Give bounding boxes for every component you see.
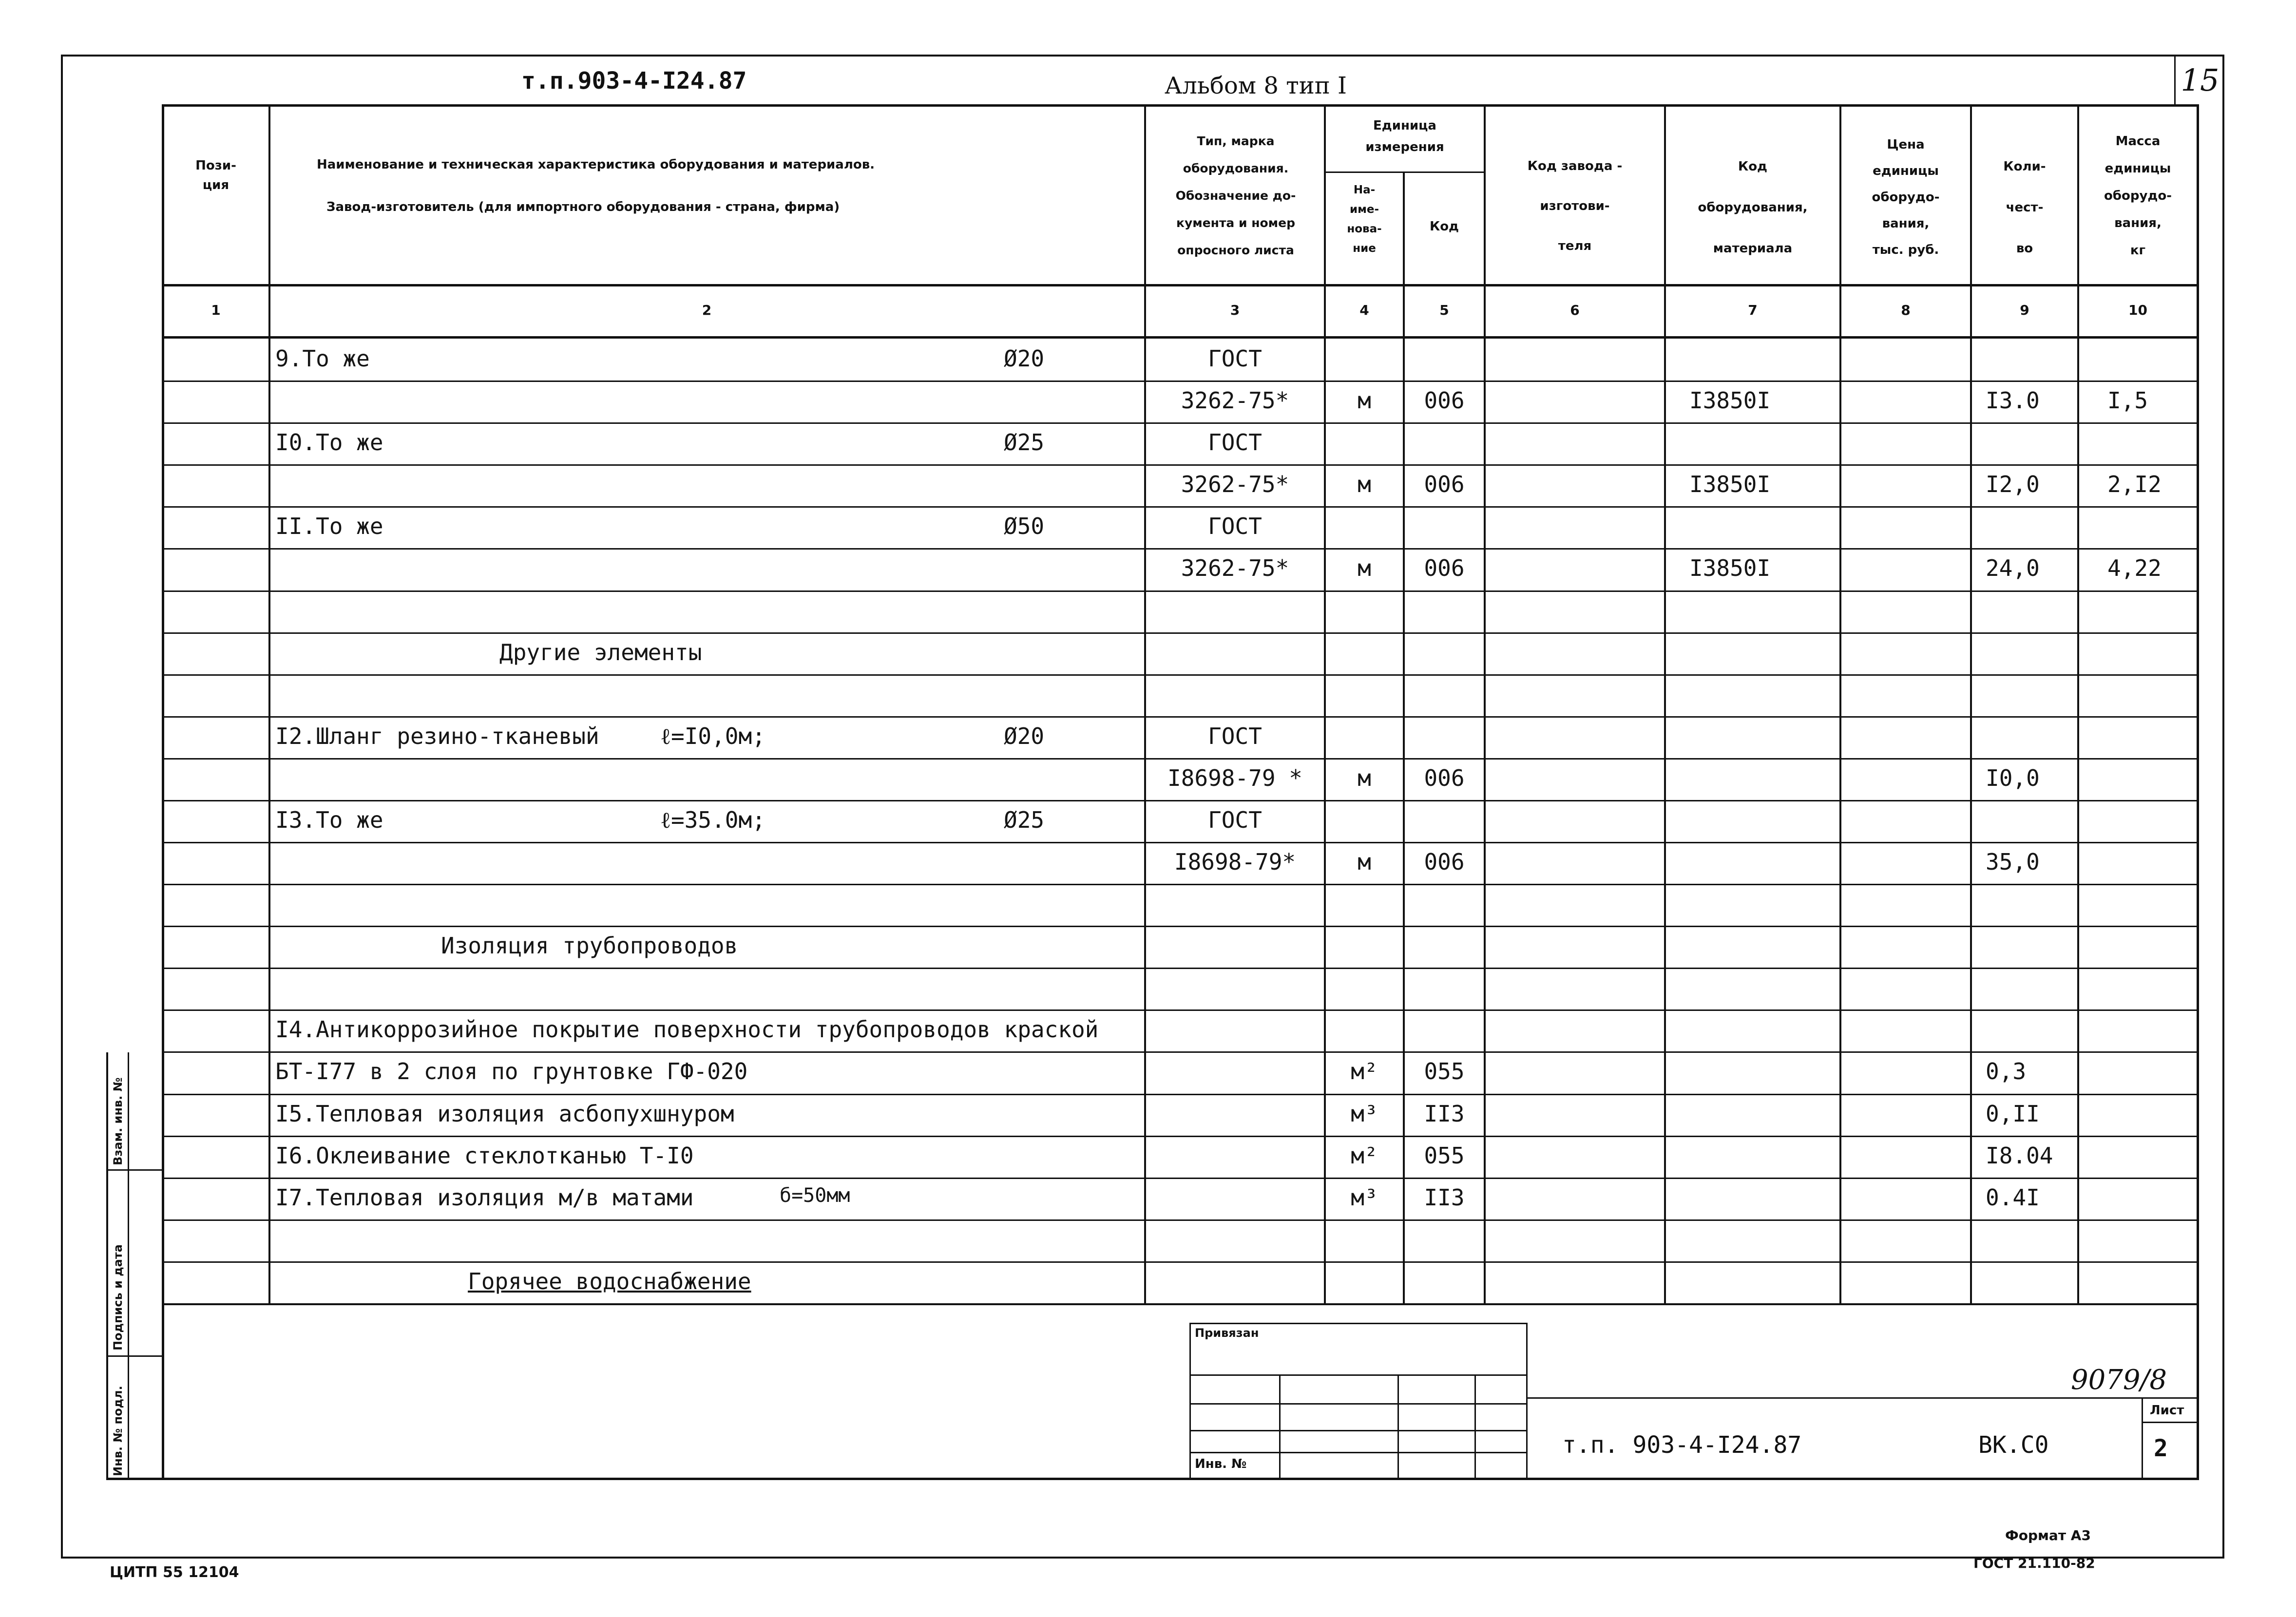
row-line-16 [164, 1009, 2198, 1011]
row-line-18 [164, 1094, 2198, 1095]
row-line-1 [164, 380, 2198, 382]
inv-label: Инв. № [1195, 1457, 1247, 1471]
sheet-box-mid [2142, 1422, 2199, 1423]
side-label-signature-date: Подпись и дата [111, 1244, 125, 1351]
row-unit: м [1358, 471, 1371, 498]
row-name: I6.Оклеивание стеклотканью Т-I0 [275, 1142, 694, 1169]
row-line-21 [164, 1219, 2198, 1221]
attached-box-h1 [1189, 1374, 1528, 1376]
row-thickness: б=50мм [780, 1184, 850, 1207]
col-line-1 [268, 104, 270, 1303]
row-name: I2.Шланг резино-тканевый [275, 723, 599, 749]
outer-frame-bottom [61, 1557, 2224, 1559]
colnum-2: 2 [702, 302, 712, 318]
row-unit: м [1358, 555, 1371, 582]
code-box-top [1528, 1397, 2199, 1399]
row-line-14 [164, 926, 2198, 927]
row-document: 3262-75* [1181, 471, 1289, 498]
inner-frame-bottom [106, 1478, 2199, 1480]
sheet-number: 2 [2154, 1435, 2168, 1462]
row-quantity: I3.0 [1986, 387, 2040, 414]
row-diameter: Ø25 [1004, 806, 1045, 833]
colnum-bottom-line [162, 336, 2199, 339]
unit-subheader-line [1325, 171, 1485, 173]
row-quantity: 24,0 [1986, 555, 2040, 582]
titleblock-top [164, 1303, 2199, 1305]
row-line-10 [164, 758, 2198, 760]
side-label-replace-inv: Взам. инв. № [111, 1077, 125, 1165]
footer-format: Формат А3 [2005, 1527, 2091, 1543]
row-diameter: Ø20 [1004, 723, 1045, 749]
side-label-inv-orig: Инв. № подл. [111, 1386, 125, 1476]
colnum-5: 5 [1439, 302, 1449, 318]
row-quantity: I8.04 [1986, 1142, 2053, 1169]
side-strip-sep-2 [106, 1355, 162, 1357]
row-document: ГОСТ [1208, 806, 1262, 833]
row-unit: м² [1351, 1142, 1378, 1169]
row-mass: 2,I2 [2107, 471, 2162, 498]
outer-frame-right [2222, 55, 2224, 1558]
row-unit-code: II3 [1424, 1100, 1465, 1127]
row-document: ГОСТ [1208, 723, 1262, 749]
header-unit: Единица измерения [1365, 118, 1444, 154]
row-document: ГОСТ [1208, 345, 1262, 372]
row-length: ℓ=I0,0м; [660, 723, 765, 749]
row-line-19 [164, 1136, 2198, 1137]
row-quantity: 0,II [1986, 1100, 2040, 1127]
row-unit: м³ [1351, 1100, 1378, 1127]
attached-box-h4 [1189, 1452, 1528, 1453]
row-name: I5.Тепловая изоляция асбопухшнуром [275, 1100, 734, 1127]
page-number: 15 [2181, 62, 2219, 98]
header-material-code: Код оборудования, материала [1698, 159, 1808, 256]
attached-box-v1 [1279, 1374, 1281, 1479]
sheet-label: Лист [2150, 1403, 2184, 1418]
row-diameter: Ø20 [1004, 345, 1045, 372]
side-strip-sep-1 [106, 1169, 162, 1171]
footer-gost: ГОСТ 21.110-82 [1973, 1555, 2095, 1571]
colnum-7: 7 [1748, 302, 1758, 318]
row-name: I4.Антикоррозийное покрытие поверхности трубопроводов краской [275, 1016, 1099, 1043]
row-unit-code: 006 [1424, 471, 1465, 498]
header-price: Цена единицы оборудо- вания, тыс. руб. [1872, 137, 1940, 257]
row-line-8 [164, 674, 2198, 676]
row-unit: м³ [1351, 1184, 1378, 1211]
header-unit-code: Код [1429, 219, 1459, 234]
titleblock-code: т.п. 903-4-I24.87 [1562, 1431, 1802, 1459]
inner-frame-top [162, 104, 2199, 107]
row-unit-code: 006 [1424, 849, 1465, 875]
row-name: 9.То же [275, 345, 370, 372]
row-unit-code: 055 [1424, 1142, 1465, 1169]
outer-frame-left [61, 55, 63, 1558]
colnum-8: 8 [1901, 302, 1911, 318]
row-line-17 [164, 1051, 2198, 1053]
handwritten-number: 9079/8 [2071, 1364, 2167, 1396]
row-line-3 [164, 464, 2198, 466]
header-qty: Коли- чест- во [2003, 159, 2046, 256]
row-unit-code: 055 [1424, 1058, 1465, 1085]
attached-label: Привязан [1195, 1326, 1259, 1340]
attached-box-top [1189, 1323, 1528, 1324]
row-material-code: I3850I [1689, 387, 1771, 414]
colnum-3: 3 [1230, 302, 1240, 318]
row-unit-code: 006 [1424, 764, 1465, 791]
row-name: II.То же [275, 513, 383, 540]
row-unit-code: II3 [1424, 1184, 1465, 1211]
row-document: ГОСТ [1208, 513, 1262, 540]
page-box-left [2174, 55, 2176, 104]
row-diameter: Ø25 [1004, 429, 1045, 456]
row-quantity: 35,0 [1986, 849, 2040, 875]
row-line-15 [164, 968, 2198, 969]
colnum-1: 1 [211, 302, 221, 318]
side-strip-mid [128, 1052, 129, 1479]
header-name-1: Наименование и техническая характеристика оборудования и материалов. [317, 157, 875, 172]
project-code: т.п.903-4-I24.87 [521, 67, 747, 95]
row-name: I7.Тепловая изоляция м/в матами [275, 1184, 694, 1211]
colnum-9: 9 [2020, 302, 2029, 318]
row-quantity: I2,0 [1986, 471, 2040, 498]
row-line-7 [164, 632, 2198, 634]
colnum-10: 10 [2128, 302, 2147, 318]
row-line-5 [164, 548, 2198, 550]
row-name: БТ-I77 в 2 слоя по грунтовке ГФ-020 [275, 1058, 748, 1085]
attached-box-h3 [1189, 1430, 1528, 1431]
row-document: 3262-75* [1181, 555, 1289, 582]
col-line-6 [1664, 104, 1666, 1303]
attached-box-v2 [1397, 1374, 1399, 1479]
attached-box-h2 [1189, 1403, 1528, 1405]
row-unit-code: 006 [1424, 387, 1465, 414]
row-unit: м [1358, 387, 1371, 414]
header-type: Тип, марка оборудования. Обозначение до- кумента и номер опросного листа [1175, 134, 1296, 257]
header-position: Пози- ция [195, 158, 236, 192]
row-document: I8698-79* [1174, 849, 1296, 875]
attached-box-right [1526, 1323, 1528, 1479]
row-name: I0.То же [275, 429, 383, 456]
row-document: I8698-79 * [1167, 764, 1302, 791]
row-line-20 [164, 1178, 2198, 1179]
footer-left: ЦИТП 55 12104 [110, 1564, 239, 1581]
row-line-22 [164, 1261, 2198, 1263]
row-unit: м² [1351, 1058, 1378, 1085]
section-title: Изоляция трубопроводов [441, 932, 738, 959]
row-unit: м [1358, 849, 1371, 875]
row-unit: м [1358, 764, 1371, 791]
section-title: Горячее водоснабжение [468, 1268, 751, 1294]
row-document: 3262-75* [1181, 387, 1289, 414]
row-document: ГОСТ [1208, 429, 1262, 456]
sheet-box-left [2142, 1397, 2143, 1479]
side-strip-left [106, 1052, 108, 1480]
row-line-6 [164, 590, 2198, 592]
row-diameter: Ø50 [1004, 513, 1045, 540]
attached-box-v3 [1474, 1374, 1476, 1479]
col-line-2 [1144, 104, 1146, 1303]
outer-frame-top [61, 55, 2224, 57]
header-name-2: Завод-изготовитель (для импортного оборудования - страна, фирма) [326, 200, 840, 214]
row-line-2 [164, 422, 2198, 424]
row-mass: I,5 [2107, 387, 2148, 414]
row-quantity: 0.4I [1986, 1184, 2040, 1211]
section-title: Другие элементы [499, 639, 702, 666]
row-material-code: I3850I [1689, 555, 1771, 582]
header-mass: Масса единицы оборудо- вания, кг [2104, 134, 2172, 258]
row-quantity: 0,3 [1986, 1058, 2027, 1085]
colnum-6: 6 [1570, 302, 1580, 318]
album-label: Альбом 8 тип I [1165, 72, 1347, 99]
row-material-code: I3850I [1689, 471, 1771, 498]
header-bottom-line [162, 284, 2199, 286]
row-line-9 [164, 716, 2198, 718]
header-factory-code: Код завода - изготови- теля [1527, 159, 1623, 253]
col-line-7 [1839, 104, 1841, 1303]
col-line-9 [2077, 104, 2079, 1303]
header-unit-name: На- име- нова- ние [1347, 184, 1382, 255]
titleblock-mark: ВК.С0 [1978, 1431, 2049, 1459]
attached-box-left [1189, 1323, 1191, 1479]
row-line-4 [164, 506, 2198, 508]
row-unit-code: 006 [1424, 555, 1465, 582]
row-mass: 4,22 [2107, 555, 2162, 582]
row-name: I3.То же [275, 806, 383, 833]
row-length: ℓ=35.0м; [660, 806, 765, 833]
col-line-4 [1403, 171, 1405, 1303]
col-line-8 [1970, 104, 1972, 1303]
colnum-4: 4 [1359, 302, 1369, 318]
row-line-12 [164, 842, 2198, 843]
row-line-11 [164, 800, 2198, 801]
row-line-13 [164, 884, 2198, 885]
row-quantity: I0,0 [1986, 764, 2040, 791]
